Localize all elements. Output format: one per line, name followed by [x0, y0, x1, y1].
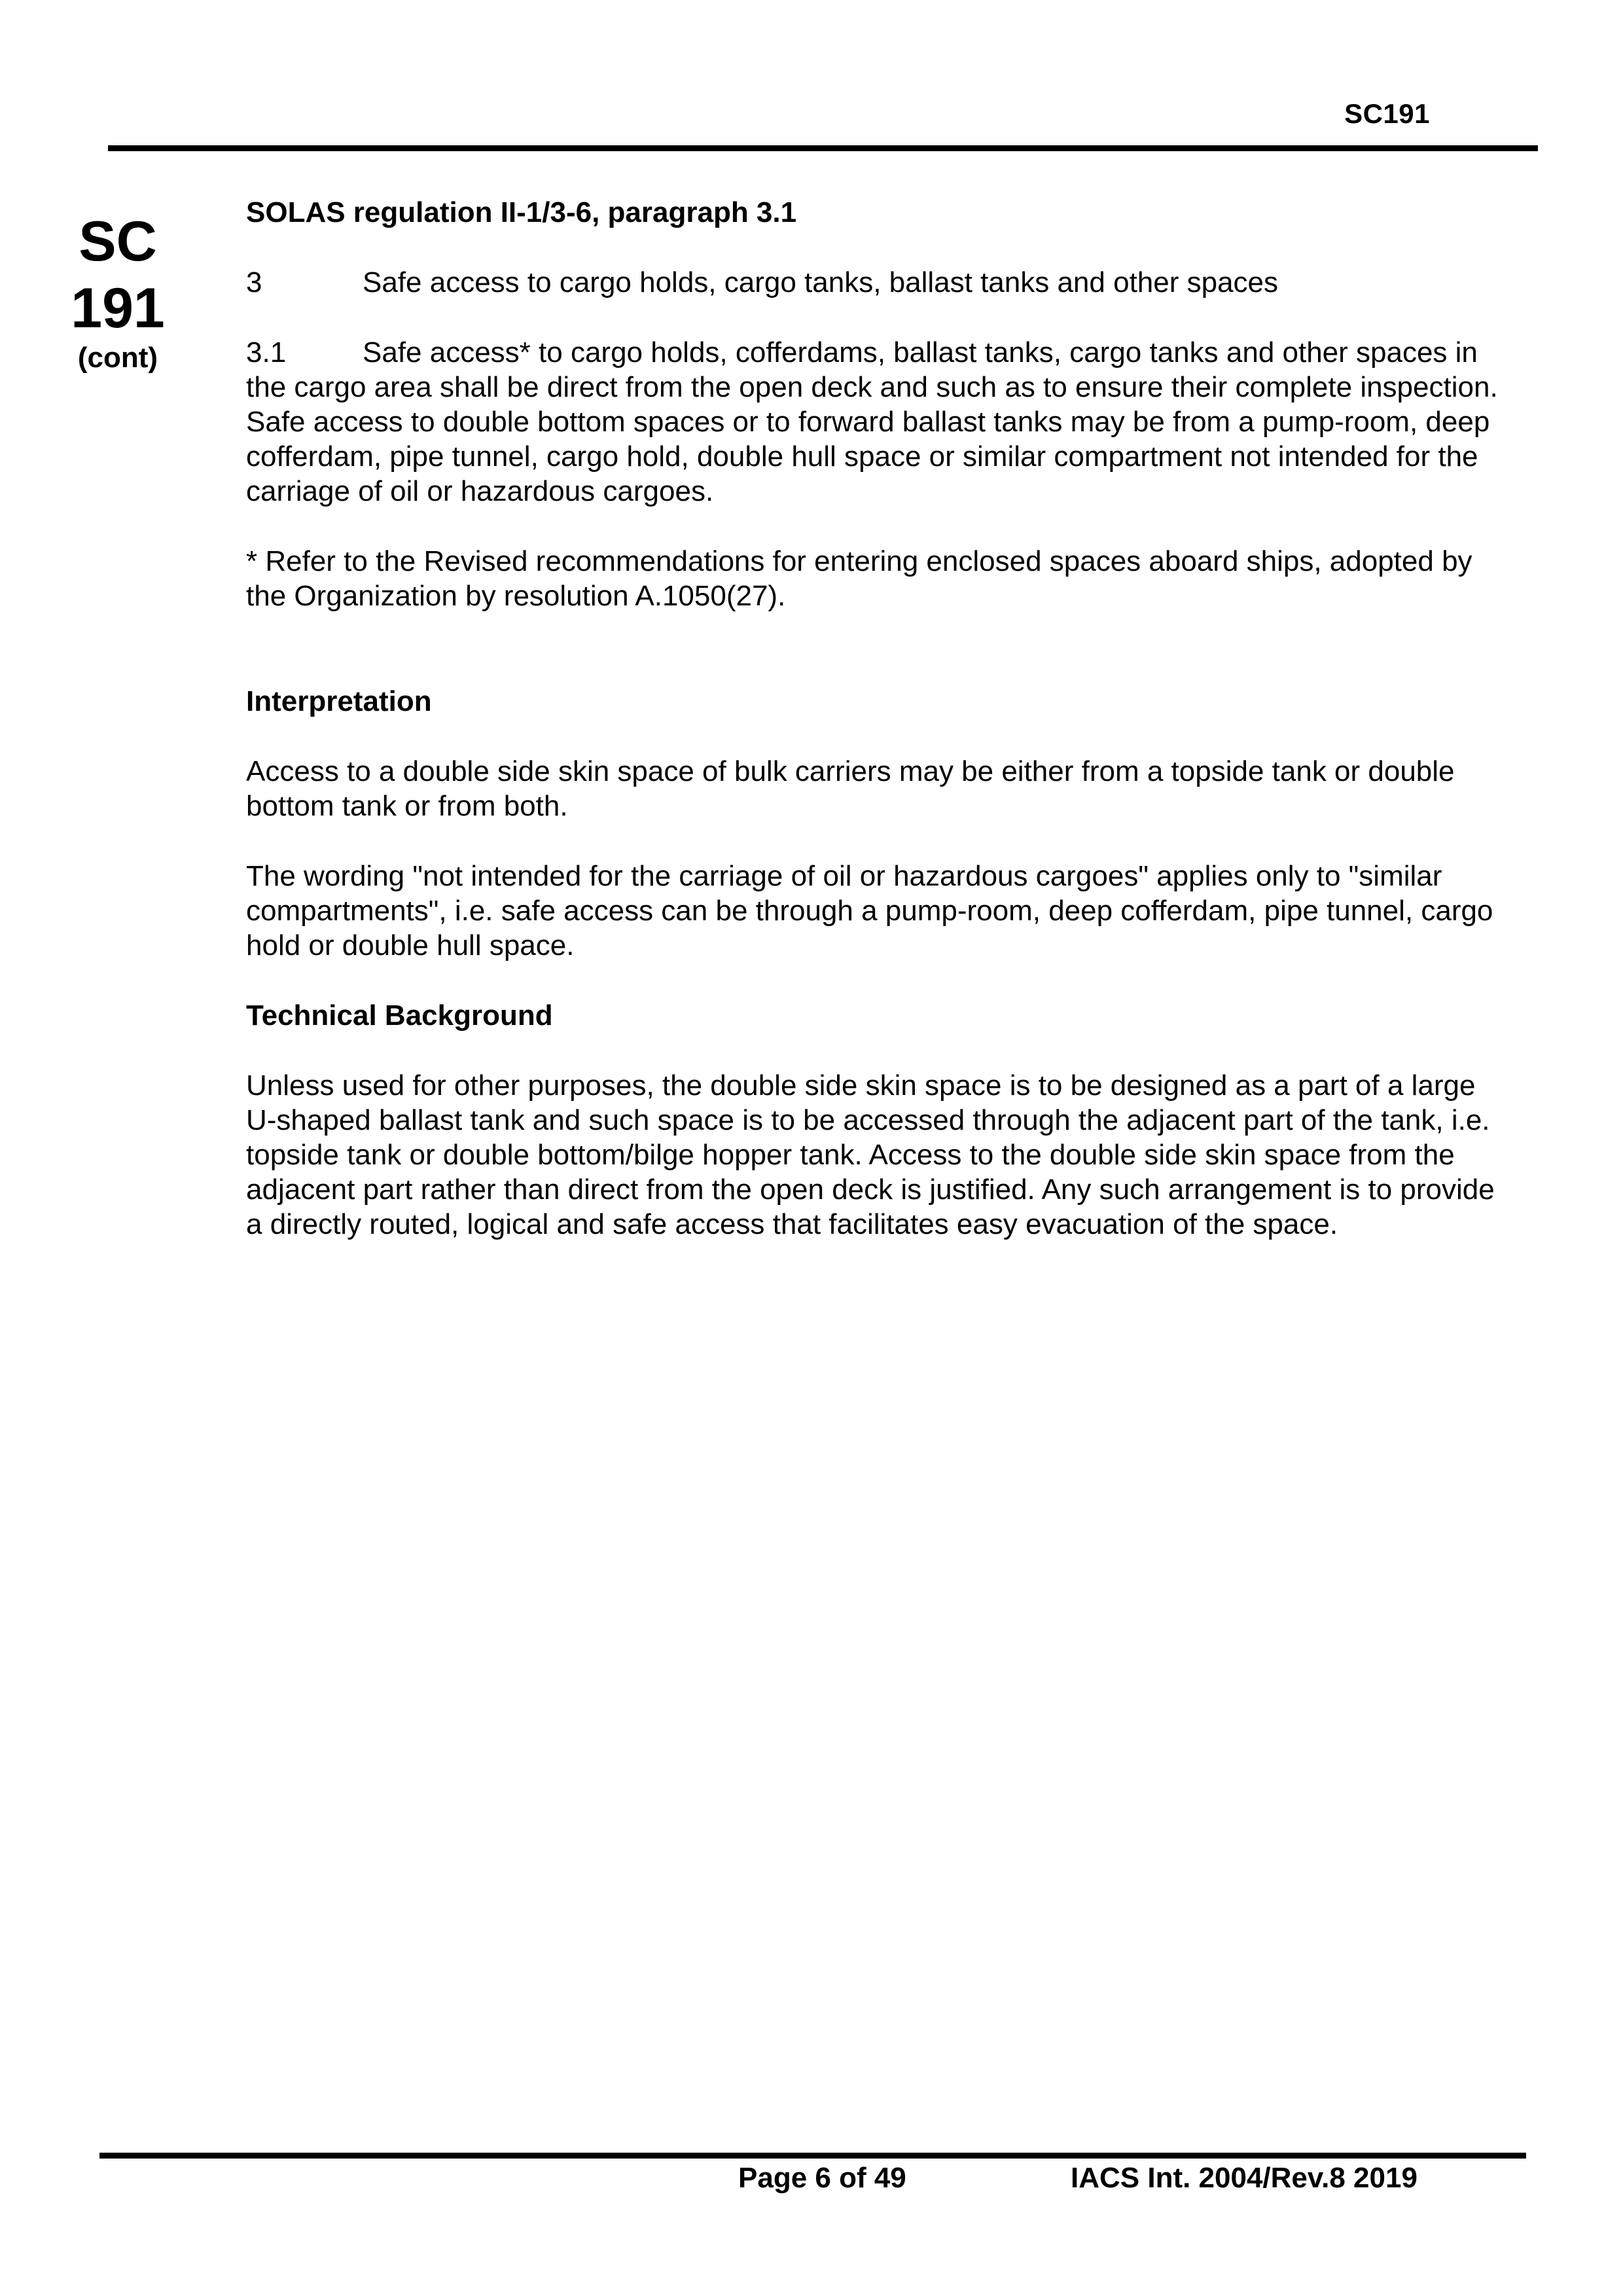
technical-background-paragraph: Unless used for other purposes, the double side skin space is to be designed as a part of a large U-shaped ballast tank and such space is to be accessed through the adjacent part of the tank, i.e. topside tank or double bottom/bilge hopper tank. Access to the double side skin space from the adjacent part rather than direct from the open deck is justified. Any such arrangement is to provide a directly routed, logical and safe access that facilitates easy evacuation of the space. — [246, 1069, 1495, 1240]
item-3-1 — [246, 335, 1499, 509]
header-rule — [108, 145, 1538, 151]
interpretation-paragraph-2: The wording "not intended for the carriage of oil or hazardous cargoes" applies only to "similar compartments", i.e. safe access can be through a pump-room, deep cofferdam, pipe tunnel, cargo hold or double hull space. — [246, 860, 1493, 961]
interpretation-heading: Interpretation — [246, 685, 432, 717]
interpretation-paragraph-1: Access to a double side skin space of bulk carriers may be either from a topside tank or double bottom tank or from both. — [246, 755, 1455, 822]
side-tag-number: 191 — [71, 277, 165, 340]
footer-reference: IACS Int. 2004/Rev.8 2019 — [1071, 2162, 1418, 2194]
item-3-1-number: 3.1 — [246, 336, 287, 368]
footer-page-number: Page 6 of 49 — [738, 2162, 906, 2194]
document-body — [246, 195, 1499, 1277]
item-3-1-text: Safe access* to cargo holds, cofferdams, ballast tanks, cargo tanks and other spaces in the cargo area shall be direct from the open deck and such as to ensure their complete inspection. Safe access to double bottom spaces or to forward ballast tanks may be from a pump-room, deep cofferdam, pipe tunnel, cargo hold, double hull space or similar compartment not intended for the carriage of oil or hazardous cargoes. — [246, 336, 1498, 507]
regulation-heading: SOLAS regulation II-1/3-6, paragraph 3.1 — [246, 196, 797, 228]
technical-background-heading: Technical Background — [246, 999, 553, 1031]
footnote: * Refer to the Revised recommendations for entering enclosed spaces aboard ships, adopted by the Organization by resolution A.1050(27). — [246, 545, 1472, 612]
item-3-text: Safe access to cargo holds, cargo tanks, ballast tanks and other spaces — [363, 266, 1279, 298]
item-3-number: 3 — [246, 266, 262, 298]
item-3 — [246, 265, 1499, 300]
header-document-code: SC191 — [1344, 98, 1430, 129]
footer-rule — [99, 2153, 1526, 2159]
side-tag — [39, 208, 196, 374]
side-tag-cont: (cont) — [77, 342, 158, 374]
side-tag-sc: SC — [79, 210, 157, 273]
